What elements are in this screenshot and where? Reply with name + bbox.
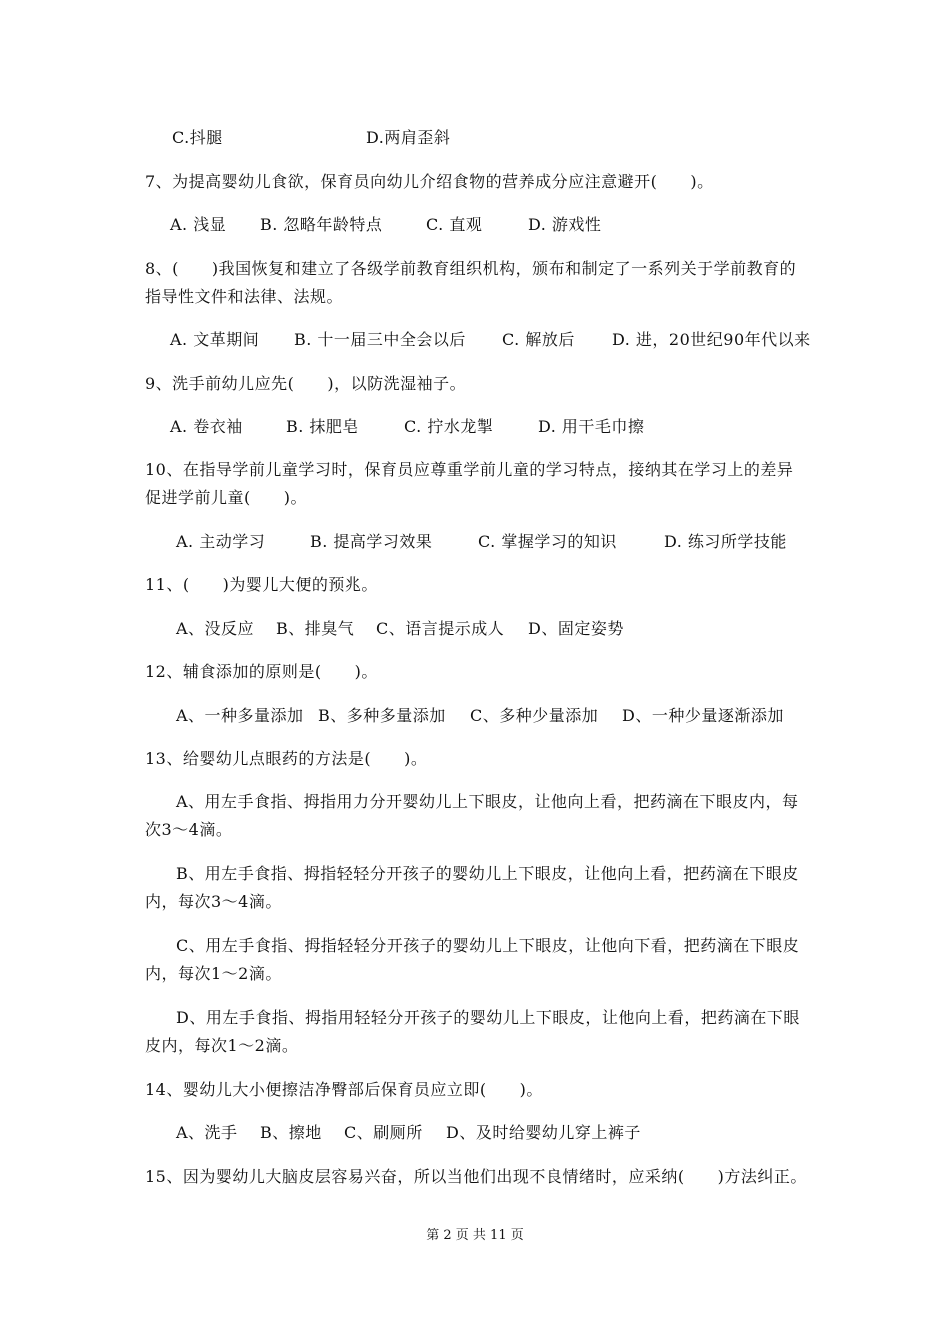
option-a: A. 卷衣袖 (170, 417, 243, 436)
option-c: C、刷厕所 (344, 1123, 423, 1142)
question-8-options (170, 330, 811, 350)
option-c: C. 解放后 (502, 330, 575, 349)
question-9: 9、洗手前幼儿应先( )，以防洗湿袖子。 (145, 374, 467, 393)
page-number: 第 2 页 共 11 页 (426, 1228, 524, 1243)
option-b: B、擦地 (260, 1123, 322, 1142)
question-13: 13、给婴幼儿点眼药的方法是( )。 (145, 749, 428, 768)
question-8-line-2: 指导性文件和法律、法规。 (145, 287, 344, 306)
option-c: C. 掌握学习的知识 (478, 532, 617, 551)
option-d: D. 用干毛巾擦 (538, 417, 645, 436)
option-c: C、多种少量添加 (470, 706, 599, 725)
option-d: D.两肩歪斜 (366, 128, 451, 147)
option-b: B. 抹肥皂 (286, 417, 359, 436)
option-d: D、固定姿势 (528, 619, 624, 638)
option-d: D. 练习所学技能 (664, 532, 787, 551)
option-a: A. 文革期间 (170, 330, 260, 349)
question-12-options (176, 706, 784, 726)
question-10-options (176, 532, 787, 552)
option-d: D. 进，20世纪90年代以来 (612, 330, 811, 349)
option-c: C. 拧水龙掣 (404, 417, 494, 436)
option-b: B、多种多量添加 (318, 706, 446, 725)
question-13-option-c-line-1: C、用左手食指、拇指轻轻分开孩子的婴幼儿上下眼皮，让他向下看，把药滴在下眼皮 (176, 936, 800, 955)
option-d: D、一种少量逐渐添加 (622, 706, 784, 725)
question-13-option-a-line-1: A、用左手食指、拇指用力分开婴幼儿上下眼皮，让他向上看，把药滴在下眼皮内，每 (176, 792, 799, 811)
question-13-option-a-line-2: 次3～4滴。 (145, 820, 233, 839)
question-14-options (176, 1123, 641, 1143)
question-14: 14、婴幼儿大小便擦洁净臀部后保育员应立即( )。 (145, 1080, 543, 1099)
option-a: A、一种多量添加 (176, 706, 304, 725)
question-13-option-d-line-2: 皮内，每次1～2滴。 (145, 1036, 299, 1055)
option-a: A. 主动学习 (176, 532, 266, 551)
option-d: D、及时给婴幼儿穿上裤子 (446, 1123, 641, 1142)
question-13-option-b-line-1: B、用左手食指、拇指轻轻分开孩子的婴幼儿上下眼皮，让他向上看，把药滴在下眼皮 (176, 864, 799, 883)
question-9-options (170, 417, 644, 437)
option-c: C、语言提示成人 (376, 619, 505, 638)
question-10-line-1: 10、在指导学前儿童学习时，保育员应尊重学前儿童的学习特点，接纳其在学习上的差异 (145, 460, 794, 479)
option-a: A、洗手 (176, 1123, 238, 1142)
question-8-line-1: 8、( )我国恢复和建立了各级学前教育组织机构，颁布和制定了一系列关于学前教育的 (145, 259, 797, 278)
option-b: B、排臭气 (276, 619, 355, 638)
question-13-option-b-line-2: 内，每次3～4滴。 (145, 892, 282, 911)
question-11-options (176, 619, 624, 639)
option-b: B. 忽略年龄特点 (260, 215, 383, 234)
question-10-line-2: 促进学前儿童( )。 (145, 488, 307, 507)
option-b: B. 提高学习效果 (310, 532, 433, 551)
option-b: B. 十一届三中全会以后 (294, 330, 466, 349)
option-c: C.抖腿 (172, 128, 223, 147)
option-a: A. 浅显 (170, 215, 227, 234)
option-c: C. 直观 (426, 215, 483, 234)
question-12: 12、辅食添加的原则是( )。 (145, 662, 378, 681)
option-d: D. 游戏性 (528, 215, 602, 234)
question-13-option-d-line-1: D、用左手食指、拇指用轻轻分开孩子的婴幼儿上下眼皮，让他向上看，把药滴在下眼 (176, 1008, 800, 1027)
question-7: 7、为提高婴幼儿食欲，保育员向幼儿介绍食物的营养成分应注意避开( )。 (145, 172, 714, 191)
question-11: 11、( )为婴儿大便的预兆。 (145, 575, 378, 594)
question-13-option-c-line-2: 内，每次1～2滴。 (145, 964, 282, 983)
question-15: 15、因为婴幼儿大脑皮层容易兴奋，所以当他们出现不良情绪时，应采纳( )方法纠正。 (145, 1167, 807, 1186)
question-7-options (170, 215, 601, 235)
option-a: A、没反应 (176, 619, 255, 638)
question-6-options (172, 128, 450, 148)
